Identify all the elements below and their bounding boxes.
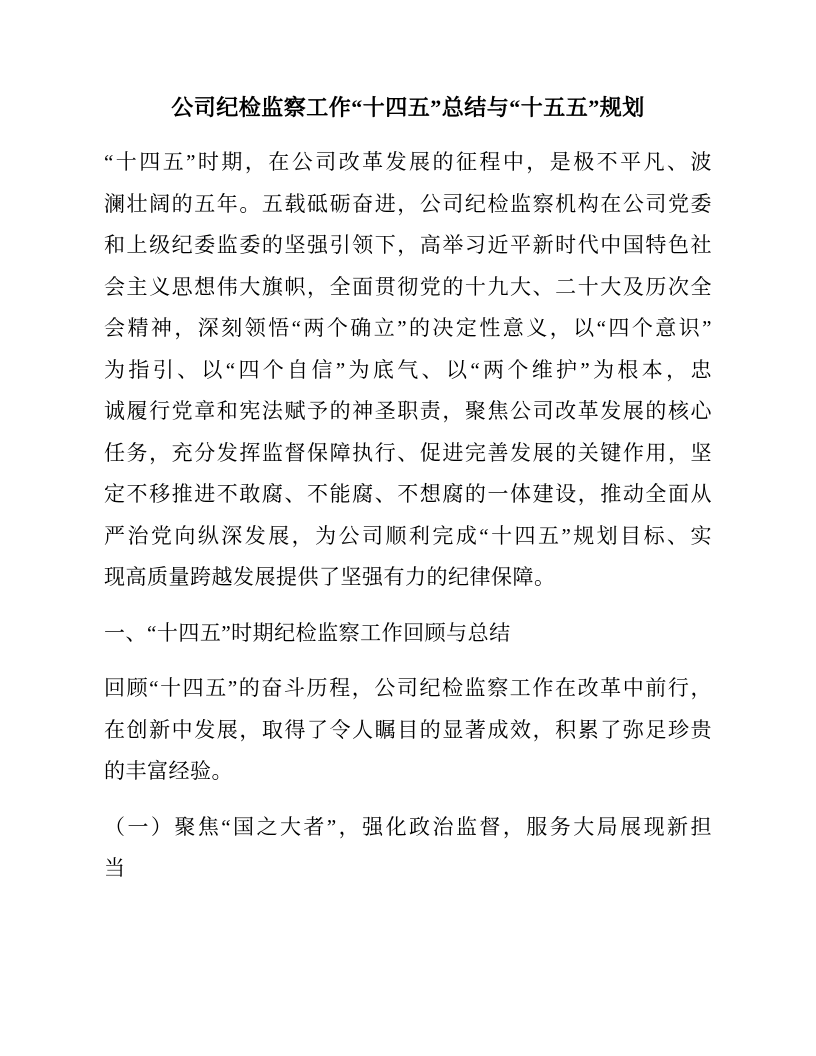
text-line: 定不移推进不敢腐、不能腐、不想腐的一体建设，推动全面从 [104, 482, 712, 506]
text-line: 当 [104, 856, 126, 880]
document-body [104, 142, 712, 890]
paragraph [104, 142, 712, 599]
text-line: 在创新中发展，取得了令人瞩目的显著成效，积累了弥足珍贵 [104, 717, 712, 742]
paragraph [104, 668, 712, 793]
section-heading [104, 807, 712, 890]
text-line: 和上级纪委监委的坚强引领下，高举习近平新时代中国特色社 [104, 233, 712, 257]
text-line: 为指引、以“四个自信”为底气、以“两个维护”为根本，忠 [104, 357, 712, 382]
text-line: （一）聚焦“国之大者”，强化政治监督，服务大局展现新担 [104, 814, 712, 839]
text-line: 严治党向纵深发展，为公司顺利完成“十四五”规划目标、实 [104, 523, 712, 548]
text-line: 会精神，深刻领悟“两个确立”的决定性意义，以“四个意识” [104, 316, 712, 340]
document-title: 公司纪检监察工作“十四五”总结与“十五五”规划 [171, 95, 645, 120]
text-line: 现高质量跨越发展提供了坚强有力的纪律保障。 [104, 565, 556, 589]
text-line: 诚履行党章和宪法赋予的神圣职责，聚焦公司改革发展的核心 [104, 399, 712, 423]
text-line: 任务，充分发挥监督保障执行、促进完善发展的关键作用，坚 [104, 440, 712, 465]
section-heading [104, 613, 712, 655]
text-line: 会主义思想伟大旗帜，全面贯彻党的十九大、二十大及历次全 [104, 274, 712, 299]
text-line: 一、“十四五”时期纪检监察工作回顾与总结 [104, 620, 511, 645]
text-line: 回顾“十四五”的奋斗历程，公司纪检监察工作在改革中前行， [104, 676, 712, 700]
text-line: 澜壮阔的五年。五载砥砺奋进，公司纪检监察机构在公司党委 [104, 191, 712, 216]
text-line: 的丰富经验。 [104, 759, 233, 783]
text-line: “十四五”时期，在公司改革发展的征程中，是极不平凡、波 [104, 150, 712, 174]
